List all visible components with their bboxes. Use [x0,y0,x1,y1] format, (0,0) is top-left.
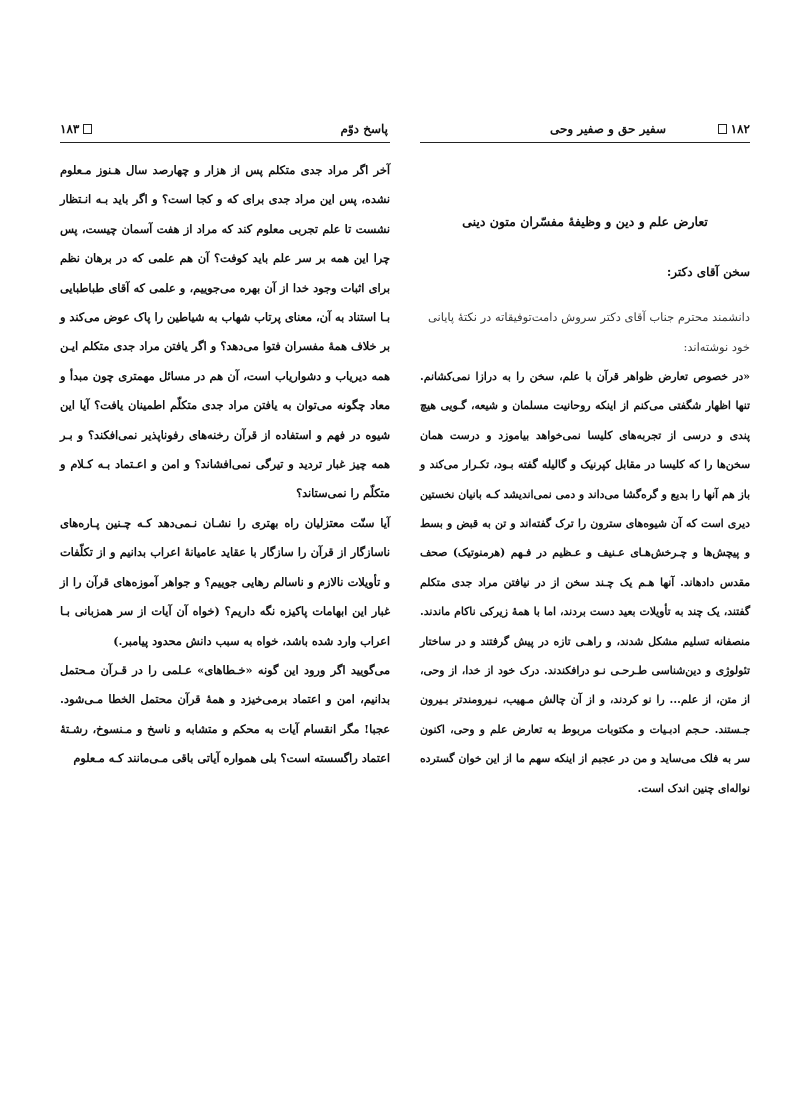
left-page [60,120,390,1040]
running-head [420,120,750,143]
page-number [718,122,750,136]
right-page [420,120,750,1040]
paragraph: می‌گویید اگر ورود این گونه «خـطاهای» عـلمی را در قـرآن مـحتمل بدانیم، امن و اعتماد برمی‌خیزد و همهٔ قرآن محتمل الخطا مـی‌شود. عجبا! مگر انقسام آیات به محکم و متشابه و ناسخ و مـنسوخ، رشـتهٔ اعتماد راگسسته است؟ بلی همواره آیاتی باقی مـی‌مانند کـه مـعلوم [60,662,390,766]
running-title: پاسخ دوّم [340,122,388,136]
intro-text: دانشمند محترم جناب آقای دکتر سروش دامت‌توفیقاته در نکتهٔ پایانی خود نوشته‌اند: [427,310,750,354]
speaker-label: سخن آقای دکتر: [666,265,750,279]
page-number [60,122,92,136]
paragraph: آخر اگر مراد جدی متکلم پس از هزار و چهارصد سال هـنوز مـعلوم نشده، پس این مراد جدی برای که و کجا است؟ و اگر باید بـه انـتظار نشست تا علم تجربی معلوم کند که مراد از هفت آسمان چیست، پس چرا این همه بر سر علم باید کوفت؟ آن هم علمی که در برهان نظم برای اثبات وجود خدا از آن بهره می‌جوییم، و علمی که آقای طباطبایی بـا استناد به آن، معنای پرتاب شهاب به شیاطین را پاک عوض می‌کند و بر خلاف همهٔ مفسران فتوا می‌دهد؟ و اگر یافتن مراد جدی متکلم ایـن همه دیریاب و دشواریاب است، آن هم در مسائل مهمتری چون مبدأ و معاد چگونه می‌توان به یافتن مراد جدی متکلّم اطمینان یافت؟ آیا این شیوه در فهم و استفاده از قرآن رخنه‌های رفوناپذیر نمی‌افکند؟ و بـر همه چیز غبار تردید و تیرگی نمی‌افشاند؟ و امن و اعـتماد بـه کـلام و متکلّم را نمی‌ستاند؟ [60,163,390,501]
running-head [60,120,390,143]
square-ornament-icon [718,124,727,134]
page-number-text: ۱۸۳ [60,122,80,136]
page-number-text: ۱۸۲ [730,122,750,136]
section-heading: تعارض علم و دین و وظیفهٔ مفسّران متون دینی [462,214,708,229]
running-title: سفیر حق و صفیر وحی [550,122,667,136]
square-ornament-icon [83,124,92,134]
body-text [60,156,390,774]
quoted-passage: «در خصوص تعارض ظواهر قرآن با علم، سخن را به درازا نمی‌کشانم. تنها اظهار شگفتی می‌کنم از اینکه روحانیت مسلمان و شیعه، گـویی هیچ پندی و درسی از تجربه‌های کلیسا نمی‌خواهد بیاموزد و درست همان سخن‌ها را که کلیسا در مقابل کپرنیک و گالیله گفته بـود، تکـرار می‌کند و باز هم آنها را بدیع و گره‌گشا می‌داند و دمی نمی‌اندیشد کـه بانیان نخستین دیری است که آن شیوه‌های سترون را ترک گفته‌اند و تن به قبض و بسط و پیچش‌ها و چـرخش‌هـای عـنیف و عـظیم در فـهم (هرمنوتیک) صحف مقدس دادهاند. آنها هـم یک چـند سخن از در نیافتن مراد جدی متکلم گفتند، یک چند به تأویلات بعید دست بردند، اما با همهٔ زیرکی ناکام ماندند. منصفانه تسلیم مشکل شدند، و راهـی تازه در پیش گرفتند و در ساختار تئولوژی و دین‌شناسی طـرحـی نـو درافکندند. درک خود از خدا، از وحی، از متن، از علم... را نو کردند، و از آن چالش مـهیب، نـیرومندتر بـیرون جـستند. حـجم ادبـیات و مکتوبات مربوط به تعارض علم و وحی، اکنون سر به فلک می‌ساید و من در عجبم از اینکه سهم ما از این خوان گسترده نواله‌ای چنین اندک است. [420,370,750,795]
paragraph: آیا سنّت معتزلیان راه بهتری را نشـان نـمی‌دهد کـه چـنین پـاره‌های ناسازگار از قرآن را سازگار با عقاید عامیانهٔ اعراب بدانیم و از تکلّفات و تأویلات نالازم و ناسالم رهایی جوییم؟ و جواهر آموزه‌های قرآن را از غبار این ابهامات پاکیزه نگه داریم؟ (خواه آن آیات از سر همزبانی بـا اعراب وارد شده باشد، خواه به سبب دانش محدود پیامبر.) [60,515,390,648]
